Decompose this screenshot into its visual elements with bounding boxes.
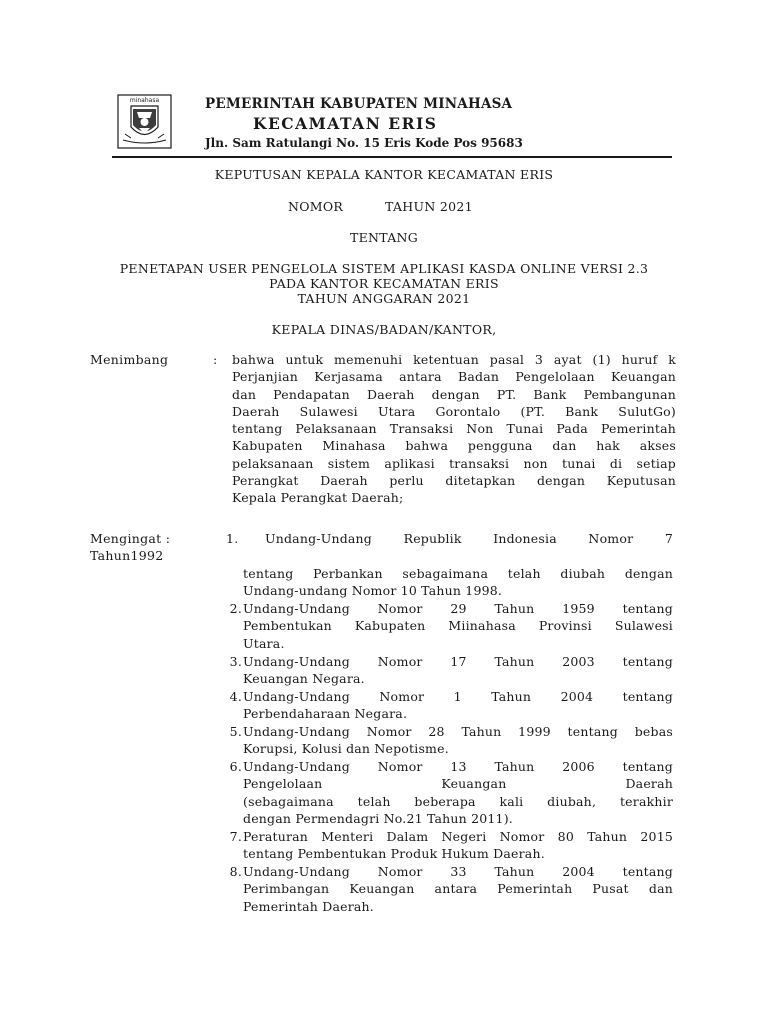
item-line: Undang-Undang Nomor 17 Tahun 2003 tentang	[243, 654, 673, 669]
item-number: 3.	[229, 654, 242, 669]
item-number: 8.	[229, 864, 242, 879]
tentang-heading: TENTANG	[349, 230, 419, 245]
item-line: Undang-undang Nomor 10 Tahun 1998.	[243, 583, 503, 599]
item-line: Pengelolaan Keuangan Daerah	[243, 776, 673, 792]
item-text	[243, 863, 673, 915]
item-line: Undang-Undang Nomor 33 Tahun 2004 tentang	[243, 864, 673, 879]
item-text	[243, 723, 673, 758]
subject-line-1: PENETAPAN USER PENGELOLA SISTEM APLIKASI KASDA ONLINE VERSI 2.3	[119, 261, 649, 276]
menimbang-line: Perjanjian Kerjasama antara Badan Pengelolaan Keuangan	[232, 369, 676, 385]
menimbang-line: Daerah Sulawesi Utara Gorontalo (PT. Bank SulutGo)	[232, 403, 676, 419]
item-line: Perbendaharaan Negara.	[243, 706, 408, 722]
menimbang-line: pelaksanaan sistem aplikasi transaksi non tunai di setiap	[232, 455, 676, 471]
item-number: 7.	[229, 829, 242, 844]
item-line: Undang-Undang Nomor 29 Tahun 1959 tentang	[243, 601, 673, 616]
decision-title: KEPUTUSAN KEPALA KANTOR KECAMATAN ERIS	[214, 167, 554, 182]
menimbang-line: Kepala Perangkat Daerah;	[232, 490, 404, 506]
menimbang-line: Perangkat Daerah perlu ditetapkan dengan Keputusan	[232, 473, 676, 489]
mengingat-label-year: Tahun1992	[90, 548, 164, 563]
authority-heading: KEPALA DINAS/BADAN/KANTOR,	[271, 322, 497, 337]
subject-line-3: TAHUN ANGGARAN 2021	[297, 291, 471, 306]
item-line: (sebagaimana telah beberapa kali diubah, terakhir	[243, 793, 673, 809]
district-name: KECAMATAN ERIS	[253, 114, 438, 133]
item-line: Undang-Undang Republik Indonesia Nomor 7	[265, 531, 673, 546]
menimbang-paragraph	[232, 351, 676, 507]
item-line: Pembentukan Kabupaten Miinahasa Provinsi Sulawesi	[243, 618, 673, 634]
item-line: tentang Pembentukan Produk Hukum Daerah.	[243, 846, 545, 862]
menimbang-line: Kabupaten Minahasa bahwa pengguna dan hak akses	[232, 438, 676, 454]
item-line: Keuangan Negara.	[243, 671, 365, 687]
menimbang-line: dan Pendapatan Daerah dengan PT. Bank Pembangunan	[232, 386, 676, 402]
item-line: Pemerintah Daerah.	[243, 898, 374, 914]
decision-number-label: NOMOR	[288, 199, 344, 214]
menimbang-line: bahwa untuk memenuhi ketentuan pasal 3 ayat (1) huruf k	[232, 352, 676, 367]
decision-year: TAHUN 2021	[385, 199, 473, 214]
item-line: Undang-Undang Nomor 1 Tahun 2004 tentang	[243, 689, 673, 704]
item-number: 6.	[229, 759, 242, 774]
item-line: Peraturan Menteri Dalam Negeri Nomor 80 Tahun 2015	[243, 829, 673, 844]
item-text	[243, 688, 673, 723]
item-number: 5.	[229, 724, 242, 739]
item-text	[243, 600, 673, 652]
minahasa-emblem-logo	[117, 94, 172, 149]
subject-line-2: PADA KANTOR KECAMATAN ERIS	[269, 276, 499, 291]
mengingat-label: Mengingat :	[90, 531, 171, 546]
item-text	[243, 653, 673, 688]
item-line: tentang Perbankan sebagaimana telah diubah dengan	[243, 566, 673, 581]
svg-text:minahasa: minahasa	[129, 97, 160, 104]
office-address: Jln. Sam Ratulangi No. 15 Eris Kode Pos 95683	[205, 136, 523, 150]
item-line: Undang-Undang Nomor 28 Tahun 1999 tentang bebas	[243, 724, 673, 739]
item-text	[243, 828, 673, 863]
government-name: PEMERINTAH KABUPATEN MINAHASA	[205, 96, 513, 112]
item-1-first-line	[265, 530, 673, 547]
item-line: Undang-Undang Nomor 13 Tahun 2006 tentang	[243, 759, 673, 774]
menimbang-line: tentang Pelaksanaan Transaksi Non Tunai Pada Pemerintah	[232, 421, 676, 437]
item-line: Korupsi, Kolusi dan Nepotisme.	[243, 741, 449, 757]
header-divider	[112, 156, 672, 158]
menimbang-label: Menimbang	[90, 352, 169, 367]
menimbang-colon: :	[213, 352, 218, 367]
item-number: 1.	[226, 531, 239, 546]
item-line: Utara.	[243, 635, 285, 651]
item-line: Perimbangan Keuangan antara Pemerintah Pusat dan	[243, 881, 673, 897]
item-text	[243, 758, 673, 827]
item-1-continuation	[243, 565, 673, 600]
item-line: dengan Permendagri No.21 Tahun 2011).	[243, 810, 513, 826]
item-number: 2.	[229, 601, 242, 616]
item-number: 4.	[229, 689, 242, 704]
